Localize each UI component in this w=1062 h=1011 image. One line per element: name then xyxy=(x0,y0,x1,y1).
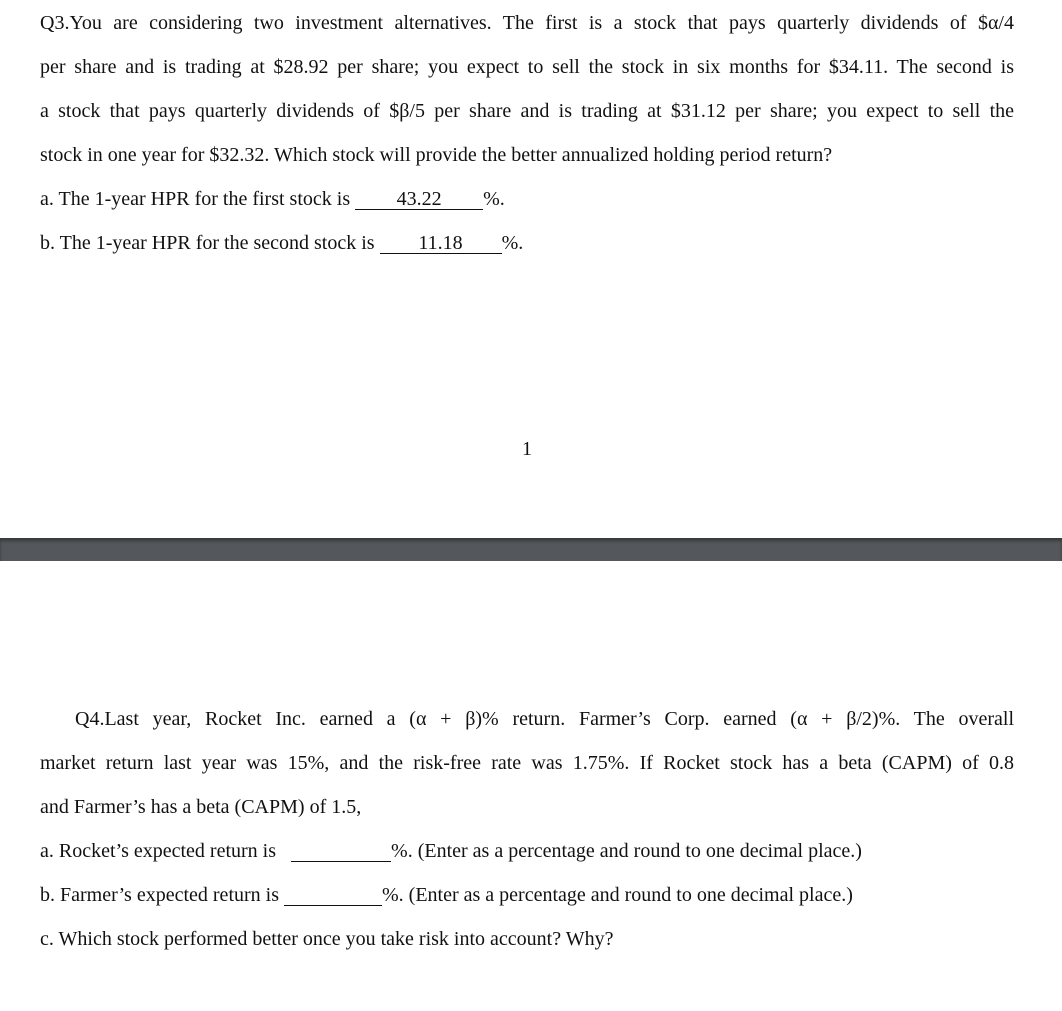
q4-part-b xyxy=(40,883,1030,907)
q3-part-b-answer-blank[interactable]: 11.18 xyxy=(380,233,502,254)
q3-line-4: stock in one year for $32.32. Which stock will provide the better annualized holding period return? xyxy=(40,144,833,166)
q4-part-b-prefix: b. Farmer’s expected return is xyxy=(40,884,279,906)
q3-part-b-prefix: b. The 1-year HPR for the second stock is xyxy=(40,232,375,254)
q4-part-c: c. Which stock performed better once you take risk into account? Why? xyxy=(40,928,614,950)
q4-line-2: market return last year was 15%, and the risk-free rate was 1.75%. If Rocket stock has a beta (CAPM) of 0.8 xyxy=(40,752,1014,774)
q4-part-a xyxy=(40,839,1030,863)
q4-part-a-suffix: %. (Enter as a percentage and round to one decimal place.) xyxy=(391,840,862,862)
q3-part-b xyxy=(40,231,1030,255)
q4-part-a-prefix: a. Rocket’s expected return is xyxy=(40,840,277,862)
q4-part-a-answer-blank[interactable] xyxy=(291,841,391,862)
document-page-2 xyxy=(0,561,1062,1011)
page-number: 1 xyxy=(522,438,532,460)
q4-part-b-answer-blank[interactable] xyxy=(284,885,382,906)
page-separator xyxy=(0,538,1062,561)
q3-part-a xyxy=(40,187,1030,211)
q4-part-b-suffix: %. (Enter as a percentage and round to one decimal place.) xyxy=(382,884,853,906)
q3-part-b-suffix: %. xyxy=(501,232,524,254)
q3-part-a-prefix: a. The 1-year HPR for the first stock is xyxy=(40,188,351,210)
q4-line-1: Q4.Last year, Rocket Inc. earned a (α + β)% return. Farmer’s Corp. earned (α + β/2)%. The overall xyxy=(75,708,1014,730)
q3-line-1: Q3.You are considering two investment alternatives. The first is a stock that pays quarterly dividends of $α/4 xyxy=(40,12,1014,34)
q4-line-3: and Farmer’s has a beta (CAPM) of 1.5, xyxy=(40,796,362,818)
q3-line-3: a stock that pays quarterly dividends of $β/5 per share and is trading at $31.12 per share; you expect to sell the xyxy=(40,100,1014,122)
q3-part-a-answer-blank[interactable]: 43.22 xyxy=(355,189,483,210)
q3-line-2: per share and is trading at $28.92 per share; you expect to sell the stock in six months for $34.11. The second is xyxy=(40,56,1014,78)
q3-part-a-suffix: %. xyxy=(483,188,505,210)
